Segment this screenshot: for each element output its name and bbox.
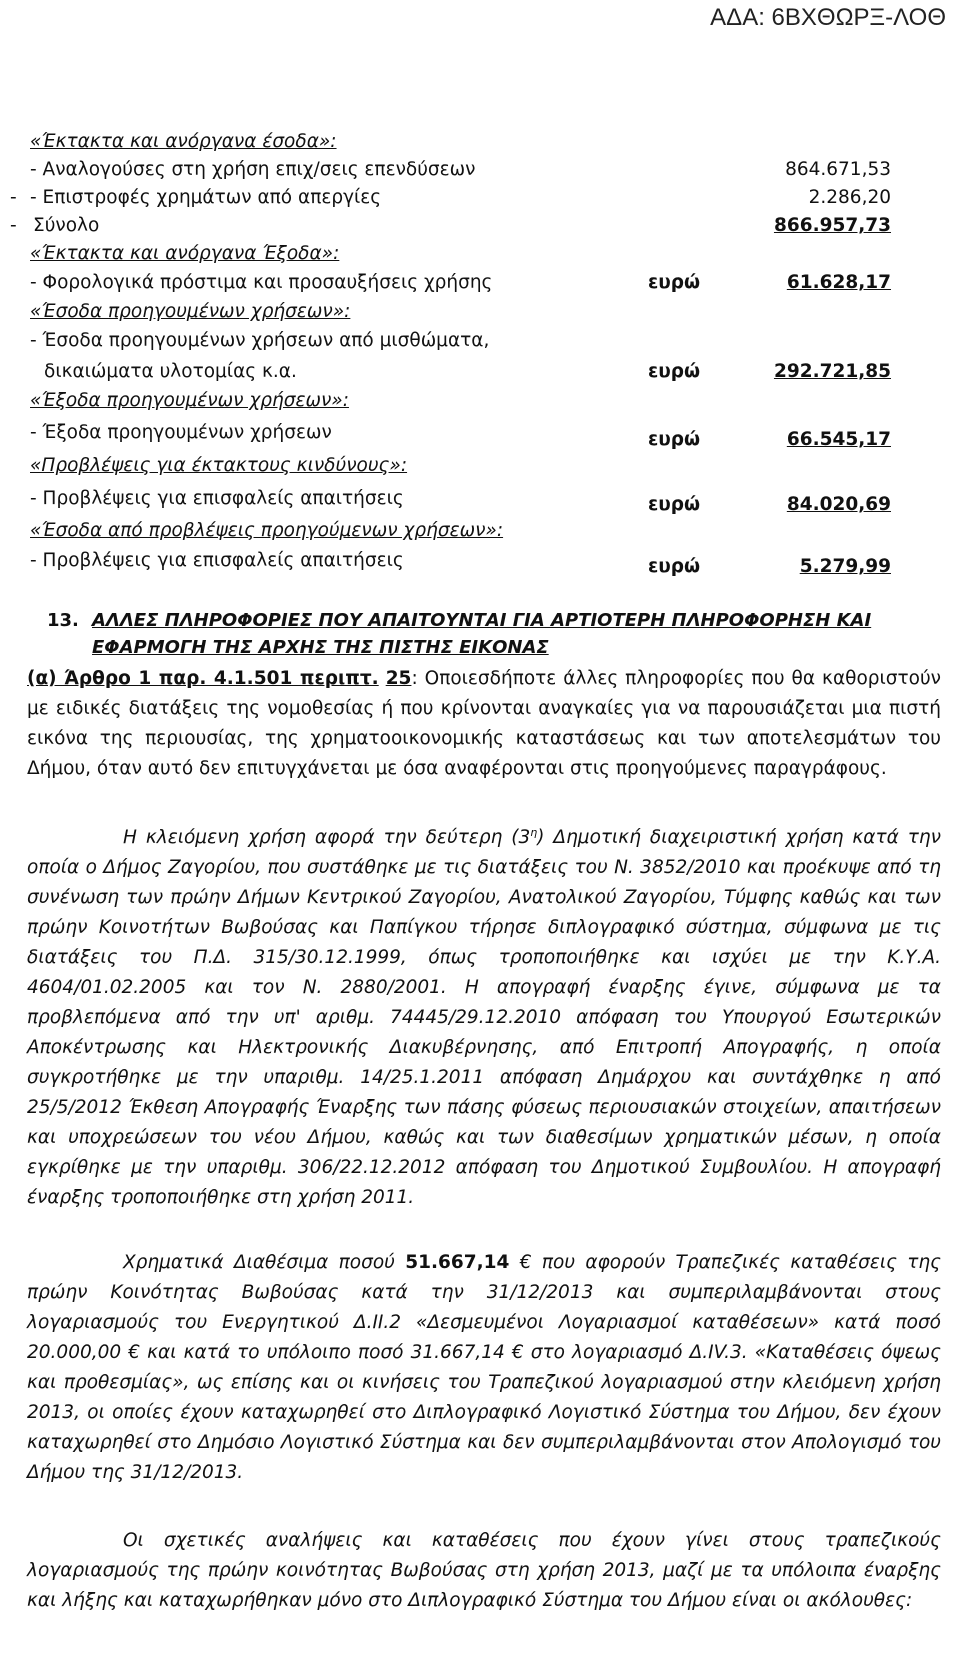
row-8-currency: ευρώ <box>648 556 701 577</box>
paragraph-2-superscript: η <box>530 826 538 839</box>
section-number: 13. <box>47 610 79 631</box>
row-6-currency: ευρώ <box>648 429 701 450</box>
row-5-currency: ευρώ <box>648 361 701 382</box>
extra-income-heading: «Έκτακτα και ανόργανα έσοδα»: <box>30 131 337 152</box>
row-3-amount: 866.957,73 <box>773 215 891 236</box>
row-7-currency: ευρώ <box>648 494 701 515</box>
row-8-label: - Προβλέψεις για επισφαλείς απαιτήσεις <box>30 550 404 571</box>
row-6-label: - Έξοδα προηγουμένων χρήσεων <box>30 422 332 443</box>
row-4-currency: ευρώ <box>648 272 701 293</box>
paragraph-1 <box>27 664 941 784</box>
row-7-label: - Προβλέψεις για επισφαλείς απαιτήσεις <box>30 488 404 509</box>
row-6-amount: 66.545,17 <box>786 429 891 450</box>
prior-expense-heading: «Έξοδα προηγουμένων χρήσεων»: <box>30 390 349 411</box>
paragraph-2-text-b: ) Δημοτική διαχειριστική χρήση κατά την οποία ο Δήμος Ζαγορίου, που συστάθηκε με τις διατάξεις του Ν. 3852/2010 και προέκυψε από τη συνένωση των πρώην Δήμων Κεντρικού Ζαγορίου, Ανατολικού Ζαγορίου, Τύμφης καθώς και των πρώην Κοινοτήτων Βωβούσας και Παπίγκου τήρησε διπλογραφικό σύστημα, σύμφωνα με τις διατάξεις του Π.Δ. 315/30.12.1999, όπως τροποποιήθηκε και ισχύει με την Κ.Υ.Α. 4604/01.02.2005 και τον Ν. 2880/2001. Η απογραφή έναρξης έγινε, σύμφωνα με τα προβλεπόμενα από την υπ' αριθμ. 74445/29.12.2010 απόφαση του Υπουργού Εσωτερικών Αποκέντρωσης και Ηλεκτρονικής Διακυβέρνησης, από Επιτροπή Απογραφής, η οποία συγκροτήθηκε με την υπαριθμ. 14/25.1.2011 απόφαση Δημάρχου και συντάχθηκε η από 25/5/2012 Έκθεση Απογραφής Έναρξης των πάσης φύσεως περιουσιακών στοιχείων, απαιτήσεων και υποχρεώσεων του νέου Δήμου, καθώς και των διαθεσίμων χρηματικών μέσων, η οποία εγκρίθηκε με την υπαριθμ. 306/22.12.2012 απόφαση του Δημοτικού Συμβουλίου. Η απογραφή έναρξης τροποποιήθηκε στη χρήση 2011. <box>27 827 941 1209</box>
row-5-amount: 292.721,85 <box>773 361 891 382</box>
paragraph-2-text-a: Η κλειόμενη χρήση αφορά την δεύτερη (3 <box>123 827 531 849</box>
row-4-amount: 61.628,17 <box>786 272 891 293</box>
row-1-label: - Αναλογούσες στη χρήση επιχ/σεις επενδύσεων <box>30 159 476 180</box>
prior-income-heading: «Έσοδα προηγουμένων χρήσεων»: <box>30 301 351 322</box>
document-code: ΑΔΑ: 6ΒΧΘΩΡΞ-ΛΟΘ <box>710 4 946 31</box>
row-8-amount: 5.279,99 <box>799 556 891 577</box>
paragraph-1-text: : Οποιεσδήποτε άλλες πληροφορίες που θα καθοριστούν με ειδικές διατάξεις της νομοθεσίας ή που κρίνονται αναγκαίες για να παρουσιάζεται μια πιστή εικόνα της περιουσίας, της χρηματοοικονομικής καταστάσεως και των αποτελεσμάτων του Δήμου, όταν αυτό δεν επιτυγχάνεται με όσα αναφέρονται στις προηγούμενες παραγράφους. <box>27 668 941 779</box>
row-2-label: - Επιστροφές χρημάτων από απεργίες <box>30 187 382 208</box>
paragraph-3-amount: 51.667,14 <box>405 1252 510 1273</box>
paragraph-3-text-a: Χρηματικά Διαθέσιμα ποσού <box>123 1252 406 1273</box>
provisions-income-heading: «Έσοδα από προβλέψεις προηγούμενων χρήσεων»: <box>30 520 504 541</box>
row-1-amount: 864.671,53 <box>785 159 891 180</box>
row-2-amount: 2.286,20 <box>808 187 891 208</box>
row-3-prefix: - <box>10 215 17 236</box>
section-title-line-2: ΕΦΑΡΜΟΓΗ ΤΗΣ ΑΡΧΗΣ ΤΗΣ ΠΙΣΤΗΣ ΕΙΚΟΝΑΣ <box>92 637 549 658</box>
row-5-label-a: - Έσοδα προηγουμένων χρήσεων από μισθώματα, <box>30 330 490 351</box>
row-2-prefix: - <box>10 187 17 208</box>
sub-a-number: 25 <box>385 668 412 689</box>
row-3-label: Σύνολο <box>33 215 100 236</box>
sub-a-label: (α) Άρθρο 1 παρ. 4.1.501 περιπτ. <box>27 668 379 689</box>
paragraph-4: Οι σχετικές αναλήψεις και καταθέσεις που έχουν γίνει στους τραπεζικούς λογαριασμούς της πρώην κοινότητας Βωβούσας στη χρήση 2013, μαζί με τα υπόλοιπα έναρξης και λήξης και καταχωρήθηκαν μόνο στο Διπλογραφικό Σύστημα του Δήμου είναι οι ακόλουθες: <box>27 1530 941 1611</box>
extra-expense-heading: «Έκτακτα και ανόργανα Έξοδα»: <box>30 243 340 264</box>
section-title-line-1: ΑΛΛΕΣ ΠΛΗΡΟΦΟΡΙΕΣ ΠΟΥ ΑΠΑΙΤΟΥΝΤΑΙ ΓΙΑ ΑΡΤΙΟΤΕΡΗ ΠΛΗΡΟΦΟΡΗΣΗ ΚΑΙ <box>92 610 872 631</box>
paragraph-2 <box>27 818 941 1213</box>
paragraph-3 <box>27 1248 941 1488</box>
row-5-label-b: δικαιώματα υλοτομίας κ.α. <box>44 361 297 382</box>
paragraph-3-text-b: € που αφορούν Τραπεζικές καταθέσεις της πρώην Κοινότητας Βωβούσας κατά την 31/12/2013 και συμπεριλαμβάνονται στους λογαριασμούς του Ενεργητικού Δ.ΙΙ.2 «Δεσμευμένοι Λογαριασμοί καταθέσεων» κατά ποσό 20.000,00 € και κατά το υπόλοιπο ποσό 31.667,14 € στο λογαριασμό Δ.ΙV.3. «Καταθέσεις όψεως και προθεσμίας», ως επίσης και οι κινήσεις του Τραπεζικού λογαριασμού στην κλειόμενη χρήση 2013, οι οποίες έχουν καταχωρηθεί στο Διπλογραφικό Λογιστικό Σύστημα του Δήμου, δεν έχουν καταχωρηθεί στο Δημόσιο Λογιστικό Σύστημα και δεν συμπεριλαμβάνονται στον Απολογισμό του Δήμου της 31/12/2013. <box>27 1252 942 1483</box>
row-7-amount: 84.020,69 <box>786 494 891 515</box>
row-4-label: - Φορολογικά πρόστιμα και προσαυξήσεις χρήσης <box>30 272 493 293</box>
provisions-heading: «Προβλέψεις για έκτακτους κινδύνους»: <box>30 455 408 476</box>
